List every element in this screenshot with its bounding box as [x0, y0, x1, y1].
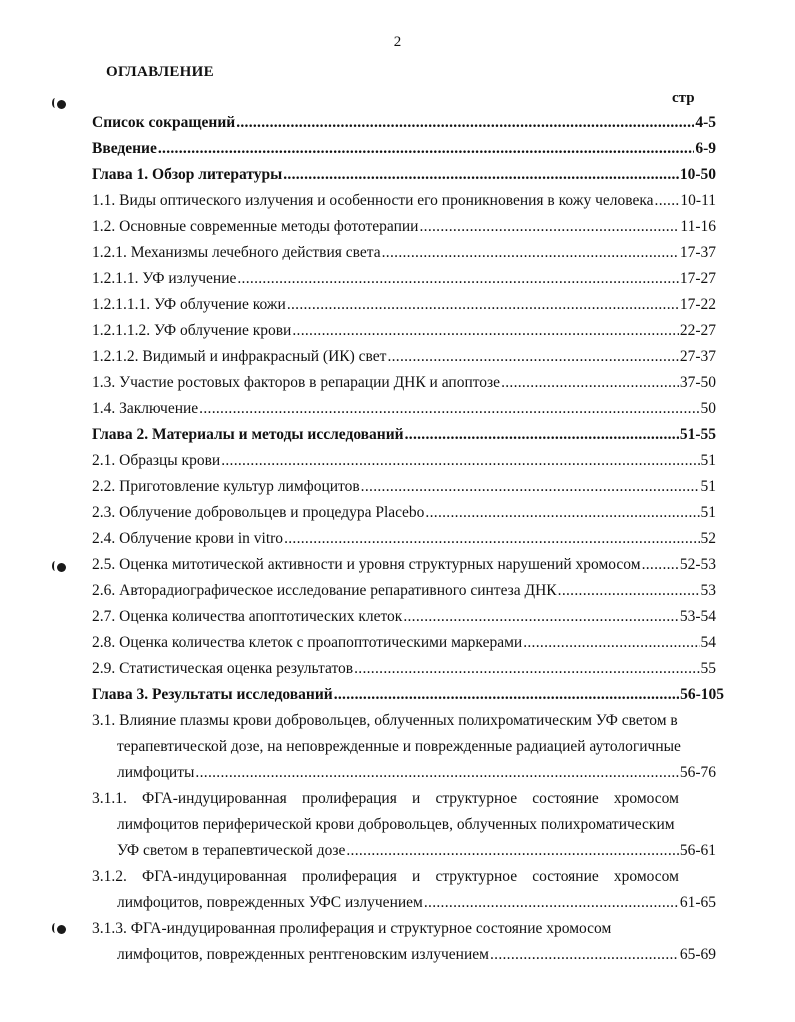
toc-entry: 1.2.1.1.2. УФ облучение крови ..... 22-27 — [92, 320, 716, 342]
binding-hole-mark-icon — [57, 925, 66, 934]
toc-entry: лимфоцитов, поврежденных рентгеновским излучением ..... 65-69 — [117, 944, 716, 966]
toc-entry: 1.3. Участие ростовых факторов в репарации ДНК и апоптозе ..... 37-50 — [92, 372, 716, 394]
toc-entry-3-1-line1: 3.1. Влияние плазмы крови добровольцев, облученных полихроматическим УФ светом в — [92, 712, 678, 729]
toc-entry-3-1-line2: терапевтической дозе, на неповрежденные и поврежденные радиацией аутологичные — [117, 738, 681, 755]
toc-entry: 1.4. Заключение ..... 50 — [92, 398, 716, 420]
toc-entry: 1.2.1.2. Видимый и инфракрасный (ИК) свет ..... 27-37 — [92, 346, 716, 368]
toc-entry: 1.2.1.1. УФ излучение ..... 17-27 — [92, 268, 716, 290]
toc-entry: 2.4. Облучение крови in vitro ..... 52 — [92, 528, 716, 550]
toc-entry-3-1-1-line2: лимфоцитов периферической крови добровольцев, облученных полихроматическим — [117, 816, 675, 833]
toc-entry: 2.2. Приготовление культур лимфоцитов ..... 51 — [92, 476, 716, 498]
toc-entry: Список сокращений ..... 4-5 — [92, 112, 716, 134]
toc-entry: 1.2. Основные современные методы фототерапии ..... 11-16 — [92, 216, 716, 238]
toc-entry: Глава 2. Материалы и методы исследований ..... 51-55 — [92, 424, 716, 446]
toc-entry: лимфоциты ..... 56-76 — [117, 762, 716, 784]
toc-entry: 2.8. Оценка количества клеток с проапоптотическими маркерами ..... 54 — [92, 632, 716, 654]
toc-entry: 2.1. Образцы крови ..... 51 — [92, 450, 716, 472]
toc-entry: 2.5. Оценка митотической активности и уровня структурных нарушений хромосом ..... 52-53 — [92, 554, 716, 576]
toc-entry: 2.7. Оценка количества апоптотических клеток ..... 53-54 — [92, 606, 716, 628]
toc-entry-3-1-3-line1: 3.1.3. ФГА-индуцированная пролиферация и структурное состояние хромосом — [92, 920, 612, 937]
toc-entry: Глава 1. Обзор литературы ..... 10-50 — [92, 164, 716, 186]
page-number: 2 — [393, 34, 402, 50]
toc-entry: Введение ..... 6-9 — [92, 138, 716, 160]
binding-hole-mark-icon — [57, 563, 66, 572]
toc-entry: 2.6. Авторадиографическое исследование репаративного синтеза ДНК ..... 53 — [92, 580, 716, 602]
page-title: ОГЛАВЛЕНИЕ — [106, 64, 214, 80]
toc-entry-3-1-1-line1: 3.1.1. ФГА-индуцированная пролиферация и структурное состояние хромосом — [92, 790, 679, 807]
toc-entry: 1.1. Виды оптического излучения и особенности его проникновения в кожу человека ..... 10-11 — [92, 190, 716, 212]
binding-hole-mark-icon — [57, 100, 66, 109]
toc-entry: 1.2.1. Механизмы лечебного действия света ..... 17-37 — [92, 242, 716, 264]
toc-entry: 2.9. Статистическая оценка результатов ..... 55 — [92, 658, 716, 680]
toc-entry: лимфоцитов, поврежденных УФС излучением ..... 61-65 — [117, 892, 716, 914]
toc-entry: 1.2.1.1.1. УФ облучение кожи ..... 17-22 — [92, 294, 716, 316]
page-column-header: стр — [672, 90, 695, 106]
toc-entry: 2.3. Облучение добровольцев и процедура Placebo ..... 51 — [92, 502, 716, 524]
toc-entry: Глава 3. Результаты исследований ..... 56-105 — [92, 684, 724, 706]
toc-entry-3-1-2-line1: 3.1.2. ФГА-индуцированная пролиферация и структурное состояние хромосом — [92, 868, 679, 885]
toc-entry: УФ светом в терапевтической дозе ..... 56-61 — [117, 840, 716, 862]
